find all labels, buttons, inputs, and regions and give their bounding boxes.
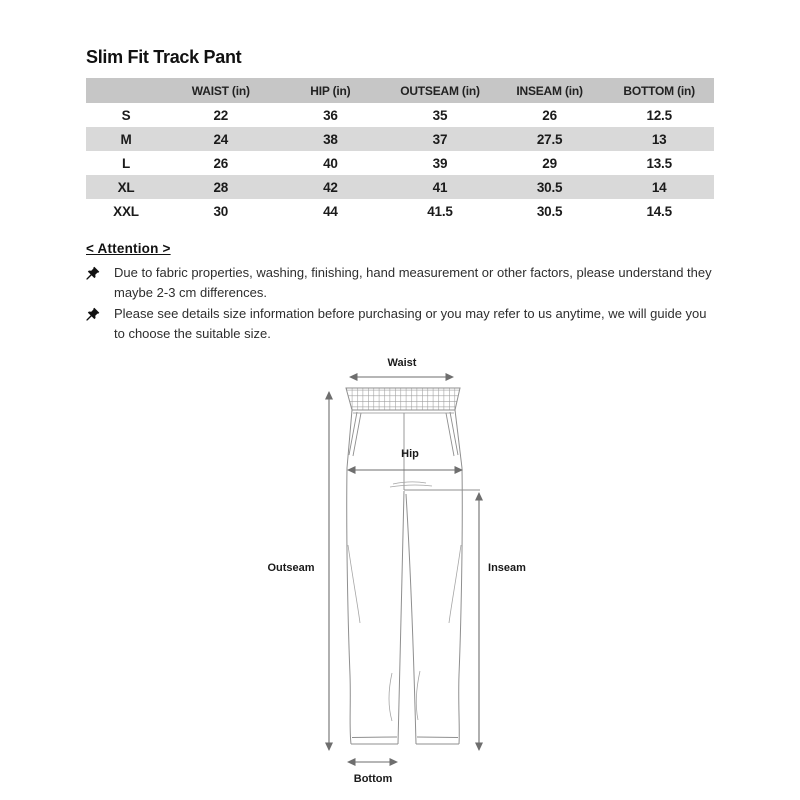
measurement-cell: 24 (166, 127, 276, 151)
measurement-cell: 13 (604, 127, 714, 151)
table-row-xxl (86, 199, 714, 223)
size-cell: S (86, 103, 166, 127)
measurement-cell: 39 (385, 151, 495, 175)
right-hip-edge (455, 410, 462, 468)
left-leg-inner (398, 491, 404, 744)
outseam-label: Outseam (267, 562, 315, 574)
right-hem (416, 737, 459, 744)
size-cell: M (86, 127, 166, 151)
measurement-cell: 41 (385, 175, 495, 199)
measurement-cell: 36 (276, 103, 386, 127)
size-cell: XXL (86, 199, 166, 223)
pants-outline (346, 388, 462, 744)
fly-stitch (390, 482, 432, 487)
page-title: Slim Fit Track Pant (86, 47, 242, 67)
column-header-inseam: INSEAM (in) (495, 78, 605, 103)
left-ankle-crease (389, 673, 392, 721)
table-row-m (86, 127, 714, 151)
table-row-s (86, 103, 714, 127)
measurement-cell: 13.5 (604, 151, 714, 175)
measurement-cell: 44 (276, 199, 386, 223)
left-hem (351, 737, 398, 744)
waist-label: Waist (387, 357, 417, 369)
column-header-size (86, 78, 166, 103)
measurement-cell: 40 (276, 151, 386, 175)
table-row-l (86, 151, 714, 175)
bottom-label: Bottom (353, 773, 393, 785)
waistband (346, 388, 460, 410)
measurement-cell: 30.5 (495, 175, 605, 199)
pushpin-icon (86, 307, 100, 321)
left-thigh-crease (348, 545, 360, 623)
right-leg-outer (459, 468, 463, 744)
attention-item (86, 304, 718, 344)
measurement-cell: 30.5 (495, 199, 605, 223)
size-chart-table (86, 78, 714, 223)
measurement-cell: 26 (166, 151, 276, 175)
measurement-cell: 26 (495, 103, 605, 127)
right-ankle-crease (416, 671, 420, 720)
left-leg-outer (347, 468, 351, 744)
measurement-cell: 28 (166, 175, 276, 199)
attention-list (86, 263, 718, 344)
attention-item-text: Due to fabric properties, washing, finishing, hand measurement or other factors, please understand they maybe 2-3 cm differences. (114, 265, 712, 300)
attention-item-text: Please see details size information before purchasing or you may refer to us anytime, we will guide you to choose the suitable size. (114, 306, 707, 341)
size-cell: XL (86, 175, 166, 199)
attention-section (86, 241, 718, 345)
right-thigh-crease (449, 545, 461, 623)
measurement-cell: 42 (276, 175, 386, 199)
left-hip-edge (347, 410, 352, 468)
garment-details (348, 482, 461, 721)
hip-label: Hip (401, 448, 419, 460)
right-leg-inner (406, 494, 416, 744)
measurement-cell: 30 (166, 199, 276, 223)
header-row (86, 78, 714, 103)
table-row-xl (86, 175, 714, 199)
inseam-label: Inseam (488, 562, 526, 574)
measurement-cell: 22 (166, 103, 276, 127)
pushpin-icon (86, 266, 100, 280)
attention-item (86, 263, 718, 303)
measurement-cell: 14 (604, 175, 714, 199)
pants-measurement-diagram (260, 345, 560, 795)
measurement-cell: 41.5 (385, 199, 495, 223)
measurement-cell: 38 (276, 127, 386, 151)
measurement-cell: 27.5 (495, 127, 605, 151)
measurement-cell: 12.5 (604, 103, 714, 127)
measurement-cell: 35 (385, 103, 495, 127)
column-header-outseam: OUTSEAM (in) (385, 78, 495, 103)
measurement-cell: 37 (385, 127, 495, 151)
column-header-bottom: BOTTOM (in) (604, 78, 714, 103)
measurement-cell: 14.5 (604, 199, 714, 223)
column-header-waist: WAIST (in) (166, 78, 276, 103)
attention-heading: < Attention > (86, 241, 171, 256)
measurement-cell: 29 (495, 151, 605, 175)
column-header-hip: HIP (in) (276, 78, 386, 103)
size-cell: L (86, 151, 166, 175)
